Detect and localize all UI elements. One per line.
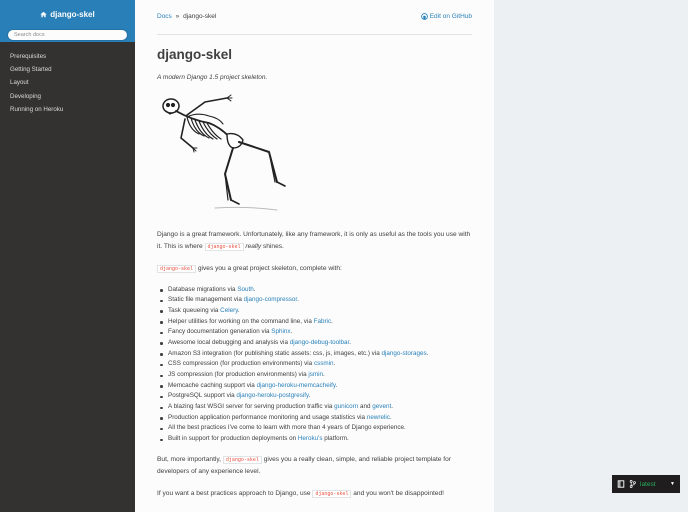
more-code: django-skel xyxy=(223,456,262,464)
best-code: django-skel xyxy=(312,490,351,498)
feature-link[interactable]: Celery xyxy=(220,306,238,314)
search-input[interactable] xyxy=(7,29,128,41)
intro-text-1: Django is a great framework. Unfortunately, like any framework, it is only as useful as the tools you use with it. This is where xyxy=(157,231,471,250)
list-item: Amazon S3 integration (for publishing static assets: css, js, images, etc.) via django-storages. xyxy=(157,349,472,360)
more-text-1: But, more importantly, xyxy=(157,455,223,463)
brand-title: django-skel xyxy=(50,10,95,19)
feature-link[interactable]: django-storages xyxy=(381,349,427,357)
sidebar-item-developing[interactable]: Developing xyxy=(10,92,41,100)
version-label: latest xyxy=(640,480,656,488)
github-icon xyxy=(421,13,428,20)
list-item: Helper utilities for working on the command line, via Fabric. xyxy=(157,317,472,328)
list-item: Database migrations via South. xyxy=(157,285,472,296)
edit-on-github-label: Edit on GitHub xyxy=(429,13,472,20)
feature-link[interactable]: cssmin xyxy=(313,360,334,368)
brand-link[interactable] xyxy=(40,10,94,19)
more-text-2: gives you a really clean, simple, and reliable project template for developers of any experience level. xyxy=(157,455,451,476)
feature-link[interactable]: django-heroku-memcacheify xyxy=(256,381,336,389)
list-item: Task queueing via Celery. xyxy=(157,306,472,317)
list-item: A blazing fast WSGI server for serving production traffic via gunicorn and gevent. xyxy=(157,402,472,413)
best-text-2: and you won't be disappointed! xyxy=(351,489,444,497)
breadcrumb-docs-link[interactable]: Docs xyxy=(157,13,172,20)
sidebar-item-running-on-heroku[interactable]: Running on Heroku xyxy=(10,105,64,113)
breadcrumb xyxy=(157,13,472,22)
breadcrumb-separator: » xyxy=(175,13,180,20)
breadcrumb-current: django-skel xyxy=(183,13,217,20)
feature-link[interactable]: gevent xyxy=(372,403,392,411)
edit-on-github-link[interactable] xyxy=(421,13,472,20)
list-item: Production application performance monitoring and usage statistics via newrelic. xyxy=(157,413,472,424)
best-text-1: If you want a best practices approach to Django, use xyxy=(157,489,313,497)
feature-link[interactable]: django-debug-toolbar xyxy=(289,338,350,346)
sidebar-header xyxy=(0,0,135,42)
caret-down-icon: ▼ xyxy=(670,481,675,487)
feature-link[interactable]: South xyxy=(237,285,254,293)
feature-link[interactable]: django-heroku-postgresify xyxy=(236,392,309,400)
home-icon xyxy=(40,11,47,18)
feature-link[interactable]: newrelic xyxy=(366,413,390,421)
branch-icon xyxy=(629,480,636,488)
skeleton-illustration xyxy=(157,90,297,216)
gives-text: gives you a great project skeleton, complete with: xyxy=(196,265,342,272)
list-item: CSS compression (for production environments) via cssmin. xyxy=(157,359,472,370)
feature-list xyxy=(157,285,472,445)
sidebar-item-getting-started[interactable]: Getting Started xyxy=(10,66,52,74)
feature-link[interactable]: Fabric xyxy=(313,317,332,325)
gives-code: django-skel xyxy=(157,265,196,273)
list-item: Memcache caching support via django-heroku-memcacheify. xyxy=(157,381,472,392)
gives-paragraph xyxy=(157,263,472,276)
intro-text-3: shines. xyxy=(261,242,284,250)
feature-link[interactable]: Sphinx xyxy=(271,328,291,336)
intro-emphasis: really xyxy=(245,242,262,250)
list-item: Built in support for production deployments on Heroku's platform. xyxy=(157,434,472,445)
breadcrumb-divider xyxy=(157,34,472,35)
main-content xyxy=(135,0,494,512)
feature-link[interactable]: gunicorn xyxy=(334,403,359,411)
page-tagline: A modern Django 1.5 project skeleton. xyxy=(157,74,268,81)
list-item: Static file management via django-compressor. xyxy=(157,295,472,306)
list-item: PostgreSQL support via django-heroku-postgresify. xyxy=(157,391,472,402)
page-title: django-skel xyxy=(157,47,233,62)
intro-code: django-skel xyxy=(205,243,244,251)
feature-link[interactable]: Heroku's xyxy=(297,435,323,443)
intro-paragraph xyxy=(157,229,472,253)
book-icon xyxy=(617,480,625,488)
version-selector[interactable] xyxy=(612,475,680,493)
best-practices-paragraph xyxy=(157,488,472,501)
list-item: JS compression (for production environments) via jsmin. xyxy=(157,370,472,381)
sidebar xyxy=(0,0,135,512)
feature-link[interactable]: jsmin xyxy=(308,371,324,378)
more-paragraph xyxy=(157,454,472,478)
list-item: Awesome local debugging and analysis via django-debug-toolbar. xyxy=(157,338,472,349)
sidebar-nav xyxy=(0,50,135,116)
list-item: All the best practices I've come to learn with more than 4 years of Django experience. xyxy=(157,423,472,434)
feature-link[interactable]: django-compressor xyxy=(243,296,298,304)
sidebar-item-prerequisites[interactable]: Prerequisites xyxy=(10,53,47,60)
list-item: Fancy documentation generation via Sphinx. xyxy=(157,327,472,338)
sidebar-item-layout[interactable]: Layout xyxy=(10,79,29,87)
